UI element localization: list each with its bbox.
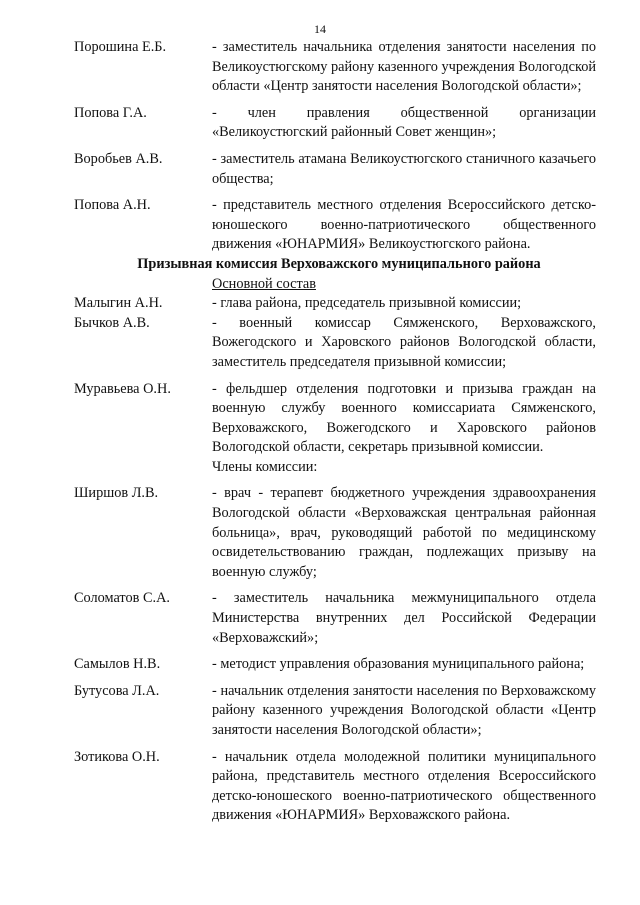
members-label: Члены комиссии: bbox=[212, 458, 318, 475]
section-title: Призывная комиссия Верховажского муниципального района bbox=[137, 255, 541, 272]
member-entry bbox=[74, 294, 596, 314]
member-name: Малыгин А.Н. bbox=[74, 295, 163, 312]
member-name: Порошина Е.Б. bbox=[74, 39, 167, 55]
member-role: - заместитель начальника межмуниципального отдела Министерства внутренних дел Российской Федерации «Верховажский»; bbox=[212, 590, 596, 646]
member-role: - начальник отделения занятости населения по Верховажскому району казенного учреждения Вологодской области «Центр занятости населения Вологодской области»; bbox=[212, 682, 596, 738]
member-entry bbox=[74, 150, 596, 189]
member-name: Ширшов Л.В. bbox=[74, 485, 159, 502]
member-name: Зотикова О.Н. bbox=[74, 748, 160, 765]
member-entry bbox=[74, 589, 596, 648]
member-role: - фельдшер отделения подготовки и призыва граждан на военную службу военного комиссариата Сямженского, Верховажского, Вожегодского и Харовского районов Вологодской области, секретарь призывной комиссии. bbox=[212, 380, 596, 456]
member-entry bbox=[74, 682, 596, 741]
member-role: - методист управления образования муниципального района; bbox=[212, 656, 585, 673]
member-name: Бутусова Л.А. bbox=[74, 682, 160, 699]
member-name: Соломатов С.А. bbox=[74, 590, 170, 607]
main-composition-list bbox=[74, 294, 596, 458]
member-name: Бычков А.В. bbox=[74, 314, 150, 331]
member-name: Попова А.Н. bbox=[74, 197, 151, 214]
member-entry bbox=[74, 104, 596, 143]
member-role: - член правления общественной организации «Великоустюгский районный Совет женщин»; bbox=[212, 104, 596, 141]
member-role: - глава района, председатель призывной комиссии; bbox=[212, 295, 522, 312]
member-role: - заместитель начальника отделения занятости населения по Великоустюгскому району казенного учреждения Вологодской области «Центр занятости населения Вологодской области»; bbox=[212, 39, 596, 95]
member-entry bbox=[74, 314, 596, 373]
member-name: Воробьев А.В. bbox=[74, 150, 163, 167]
member-role: - заместитель атамана Великоустюгского станичного казачьего общества; bbox=[212, 150, 596, 187]
member-role: - военный комиссар Сямженского, Верховажского, Вожегодского и Харовского районов Вологодской области, заместитель председателя призывной комиссии; bbox=[212, 314, 596, 370]
subsection-title: Основной состав bbox=[212, 275, 316, 292]
member-entry bbox=[74, 38, 596, 97]
member-entry bbox=[74, 484, 596, 582]
member-role: - представитель местного отделения Всероссийского детско-юношеского военно-патриотического общественного движения «ЮНАРМИЯ» Великоустюгского района. bbox=[212, 197, 596, 253]
member-entry bbox=[74, 655, 596, 675]
member-role: - врач - терапевт бюджетного учреждения здравоохранения Вологодской области «Верховажская центральная районная больница», врач, руководящий работой по медицинскому освидетельствованию граждан, подлежащих призыву на военную службу; bbox=[212, 485, 596, 580]
page-number: 14 bbox=[314, 22, 326, 36]
member-entry bbox=[74, 380, 596, 458]
commission-list-continued bbox=[74, 38, 596, 255]
member-entry bbox=[74, 196, 596, 255]
commission-members-list bbox=[74, 484, 596, 826]
member-name: Муравьева О.Н. bbox=[74, 380, 171, 397]
member-role: - начальник отдела молодежной политики муниципального района, представитель местного отделения Всероссийского детско-юношеского военно-патриотического общественного движения «ЮНАРМИЯ» Верховажского района. bbox=[212, 748, 596, 824]
member-name: Попова Г.А. bbox=[74, 104, 147, 121]
document-body bbox=[74, 38, 596, 833]
member-entry bbox=[74, 748, 596, 826]
member-name: Самылов Н.В. bbox=[74, 656, 161, 673]
